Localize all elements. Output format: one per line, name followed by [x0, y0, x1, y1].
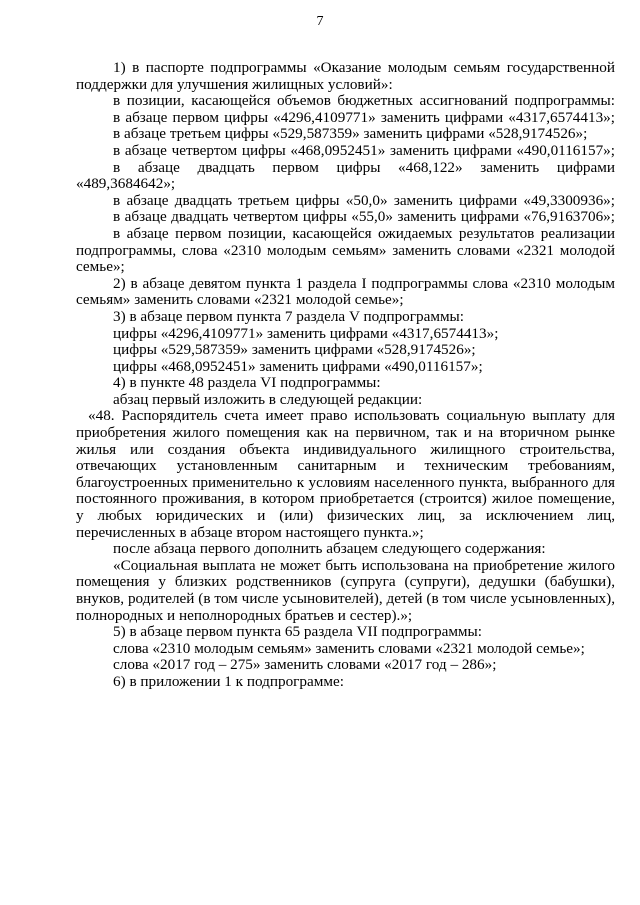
page-number: 7: [316, 14, 324, 29]
paragraph: в позиции, касающейся объемов бюджетных ассигнований подпрограммы:: [113, 92, 615, 110]
paragraph: в абзаце третьем цифры «529,587359» заменить цифрами «528,9174526»;: [113, 125, 588, 143]
paragraph: 3) в абзаце первом пункта 7 раздела V подпрограммы:: [113, 307, 464, 325]
paragraph: абзац первый изложить в следующей редакции:: [113, 390, 423, 408]
paragraph: в абзаце первом позиции, касающейся ожидаемых результатов реализации подпрограммы, слова «2310 молодым семьям» заменить словами «2321 молодой семье»;: [76, 224, 615, 276]
paragraph: в абзаце двадцать первом цифры «468,122» заменить цифрами «489,3684642»;: [76, 158, 615, 193]
paragraph: в абзаце двадцать четвертом цифры «55,0» заменить цифрами «76,9163706»;: [113, 208, 615, 226]
paragraph: в абзаце четвертом цифры «468,0952451» заменить цифрами «490,0116157»;: [113, 141, 615, 159]
paragraph: цифры «4296,4109771» заменить цифрами «4317,6574413»;: [113, 324, 499, 342]
paragraph: 2) в абзаце девятом пункта 1 раздела I подпрограммы слова «2310 молодым семьям» заменить словами «2321 молодой семье»;: [76, 274, 615, 309]
paragraph: «Социальная выплата не может быть использована на приобретение жилого помещения у близких родственников (супруга (супруги), дедушки (бабушки), внуков, родителей (в том числе усыновителей), детей (в том числе усыновленных), полнородных и неполнородных братьев и сестер).»;: [76, 556, 615, 624]
document-body: [76, 60, 615, 691]
paragraph: «48. Распорядитель счета имеет право использовать социальную выплату для приобретения жилого помещения как на первичном, так и на вторичном рынке жилья или создания объекта индивидуального жилищного строительства, отвечающих установленным санитарным и техническим требованиям, благоустроенных применительно к условиям населенного пункта, выбранного для постоянного проживания, в котором приобретается (строится) жилое помещение, у любых юридических и (или) физических лиц, за исключением лиц, перечисленных в абзаце втором настоящего пункта.»;: [76, 407, 615, 541]
paragraph: 1) в паспорте подпрограммы «Оказание молодым семьям государственной поддержки для улучшения жилищных условий»:: [76, 59, 615, 93]
paragraph: в абзаце первом цифры «4296,4109771» заменить цифрами «4317,6574413»;: [113, 108, 615, 126]
paragraph: цифры «468,0952451» заменить цифрами «490,0116157»;: [113, 357, 483, 375]
paragraph: 5) в абзаце первом пункта 65 раздела VII подпрограммы:: [113, 623, 482, 641]
paragraph: в абзаце двадцать третьем цифры «50,0» заменить цифрами «49,3300936»;: [113, 191, 615, 209]
paragraph: слова «2017 год – 275» заменить словами «2017 год – 286»;: [113, 656, 497, 674]
paragraph: слова «2310 молодым семьям» заменить словами «2321 молодой семье»;: [113, 639, 585, 657]
paragraph: цифры «529,587359» заменить цифрами «528,9174526»;: [113, 341, 476, 359]
paragraph: 4) в пункте 48 раздела VI подпрограммы:: [113, 374, 381, 392]
paragraph: после абзаца первого дополнить абзацем следующего содержания:: [113, 540, 546, 558]
paragraph: 6) в приложении 1 к подпрограмме:: [113, 672, 344, 690]
